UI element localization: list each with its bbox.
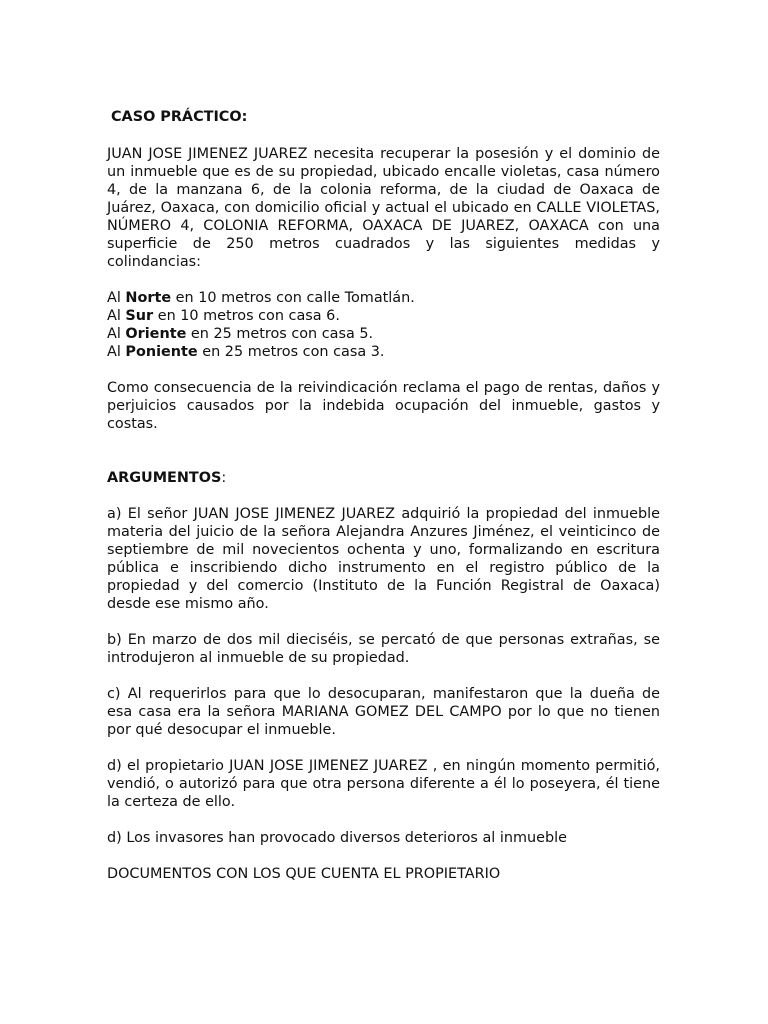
argument-d-second: d) Los invasores han provocado diversos deterioros al inmueble bbox=[107, 830, 567, 846]
case-title: CASO PRÁCTICO: bbox=[111, 109, 248, 125]
argument-d: d) el propietario JUAN JOSE JIMENEZ JUAREZ , en ningún momento permitió, vendió, o autorizó para que otra persona diferente a él lo poseyera, él tiene la certeza de ello. bbox=[107, 758, 660, 810]
boundaries-list bbox=[107, 289, 660, 361]
boundary-north: Al Norte en 10 metros con calle Tomatlán. bbox=[107, 290, 415, 306]
argument-b: b) En marzo de dos mil dieciséis, se percató de que personas extrañas, se introdujeron al inmueble de su propiedad. bbox=[107, 632, 660, 666]
boundary-south: Al Sur en 10 metros con casa 6. bbox=[107, 308, 340, 324]
argument-a: a) El señor JUAN JOSE JIMENEZ JUAREZ adquirió la propiedad del inmueble materia del juicio de la señora Alejandra Anzures Jiménez, el veinticinco de septiembre de mil novecientos ochenta y uno, formalizando en escritura pública e inscribiendo dicho instrumento en el registro público de la propiedad y del comercio (Instituto de la Función Registral de Oaxaca) desde ese mismo año. bbox=[107, 506, 660, 612]
boundary-west: Al Poniente en 25 metros con casa 3. bbox=[107, 344, 385, 360]
boundary-east: Al Oriente en 25 metros con casa 5. bbox=[107, 326, 374, 342]
intro-paragraph: JUAN JOSE JIMENEZ JUAREZ necesita recuperar la posesión y el dominio de un inmueble que es de su propiedad, ubicado encalle violetas, casa número 4, de la manzana 6, de la colonia reforma, de la ciudad de Oaxaca de Juárez, Oaxaca, con domicilio oficial y actual el ubicado en CALLE VIOLETAS, NÚMERO 4, COLONIA REFORMA, OAXACA DE JUAREZ, OAXACA con una superficie de 250 metros cuadrados y las siguientes medidas y colindancias: bbox=[107, 146, 660, 270]
arguments-heading: ARGUMENTOS: bbox=[107, 470, 227, 486]
documents-heading: DOCUMENTOS CON LOS QUE CUENTA EL PROPIETARIO bbox=[107, 866, 501, 882]
consequence-paragraph: Como consecuencia de la reivindicación reclama el pago de rentas, daños y perjuicios causados por la indebida ocupación del inmueble, gastos y costas. bbox=[107, 380, 660, 432]
argument-c: c) Al requerirlos para que lo desocuparan, manifestaron que la dueña de esa casa era la señora MARIANA GOMEZ DEL CAMPO por lo que no tienen por qué desocupar el inmueble. bbox=[107, 686, 660, 738]
document-page bbox=[107, 108, 660, 883]
